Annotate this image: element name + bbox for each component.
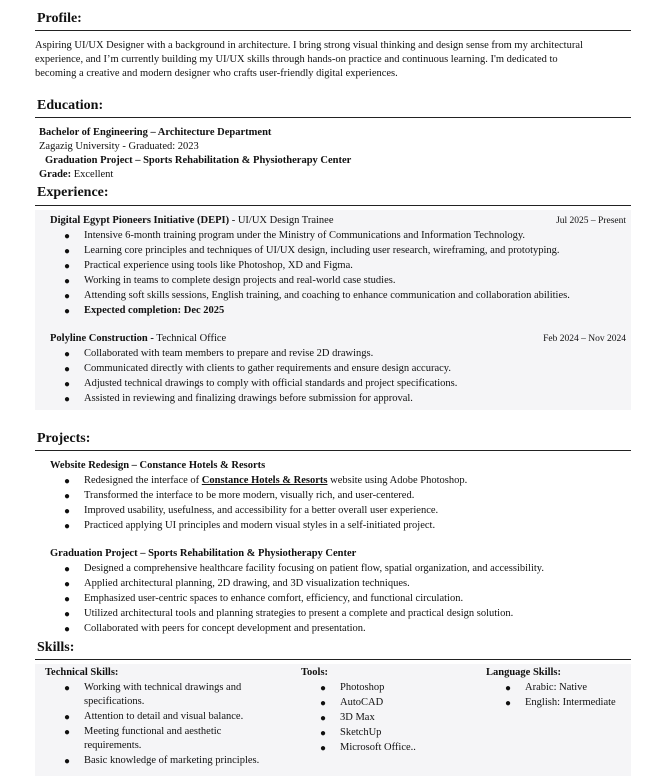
job-2-bullet-4: Assisted in reviewing and finalizing drawings before submission for approval.	[84, 393, 413, 404]
job-1-org: Digital Egypt Pioneers Initiative (DEPI)	[50, 215, 230, 226]
bullet-icon: ●	[64, 476, 71, 487]
bullet-icon: ●	[64, 506, 71, 517]
bullet-icon: ●	[64, 491, 71, 502]
profile-line-2: experience, and I’m currently building my UI/UX skills through hands-on practice and continuous learning. I'm dedicated to	[35, 54, 558, 65]
bullet-icon: ●	[64, 276, 71, 287]
education-grade	[39, 169, 113, 180]
project-2-bullet-1: Designed a comprehensive healthcare facility focusing on patient flow, spatial organization, and accessibility.	[84, 563, 544, 574]
job-1-bullet-6: Expected completion: Dec 2025	[84, 305, 225, 316]
job-1-bullet-4: Working in teams to complete design projects and real-world case studies.	[84, 275, 396, 286]
project-1-bullet-4: Practiced applying UI principles and modern visual styles in a self-initiated project.	[84, 520, 436, 531]
project-1-bullet-1-pre: Redesigned the interface of	[84, 475, 202, 486]
job-1-bullet-2: Learning core principles and techniques of UI/UX design, including user research, wireframing, and prototyping.	[84, 245, 560, 256]
bullet-icon: ●	[320, 683, 327, 694]
education-degree: Bachelor of Engineering – Architecture Department	[39, 127, 272, 138]
bullet-icon: ●	[64, 624, 71, 635]
bullet-icon: ●	[64, 364, 71, 375]
job-2-bullet-3: Adjusted technical drawings to comply with official standards and project specifications.	[84, 378, 458, 389]
project-2-title: Graduation Project – Sports Rehabilitation & Physiotherapy Center	[50, 548, 357, 559]
tool-2: AutoCAD	[340, 697, 384, 708]
job-1-bullet-5: Attending soft skills sessions, English training, and coaching to enhance communication and collaboration abilities.	[84, 290, 570, 301]
bullet-icon: ●	[64, 349, 71, 360]
job-2-bullet-1: Collaborated with team members to prepare and revise 2D drawings.	[84, 348, 374, 359]
bullet-icon: ●	[64, 231, 71, 242]
bullet-icon: ●	[64, 379, 71, 390]
bullet-icon: ●	[64, 394, 71, 405]
bullet-icon: ●	[320, 698, 327, 709]
project-1-bullet-3: Improved usability, usefulness, and accessibility for a better overall user experience.	[84, 505, 439, 516]
skills-heading: Skills:	[37, 640, 75, 655]
bullet-icon: ●	[64, 261, 71, 272]
bullet-icon: ●	[64, 683, 71, 694]
grade-label: Grade:	[39, 169, 72, 180]
education-university: Zagazig University - Graduated: 2023	[39, 141, 199, 152]
bullet-icon: ●	[505, 698, 512, 709]
constance-link[interactable]: Constance Hotels & Resorts	[201, 475, 328, 486]
project-1-title: Website Redesign – Constance Hotels & Resorts	[50, 460, 266, 471]
bullet-icon: ●	[320, 743, 327, 754]
job-1-bullet-3: Practical experience using tools like Photoshop, XD and Figma.	[84, 260, 353, 271]
tech-skill-4: Basic knowledge of marketing principles.	[84, 755, 260, 766]
project-2-bullet-5: Collaborated with peers for concept development and presentation.	[84, 623, 366, 634]
language-2: English: Intermediate	[525, 697, 616, 708]
profile-line-3: becoming a creative and modern designer who crafts user-friendly digital experiences.	[35, 68, 398, 79]
job-2-title	[50, 333, 226, 344]
project-1-bullet-1	[84, 475, 467, 486]
project-1-bullet-2: Transformed the interface to be more modern, visually rich, and user-centered.	[84, 490, 415, 501]
education-heading: Education:	[37, 98, 104, 113]
profile-heading: Profile:	[37, 11, 82, 26]
bullet-icon: ●	[505, 683, 512, 694]
job-2-role: Technical Office	[156, 333, 227, 344]
tool-5: Microsoft Office..	[340, 742, 416, 753]
tool-4: SketchUp	[340, 727, 382, 738]
tech-skill-3-line-1: Meeting functional and aesthetic	[84, 726, 222, 737]
bullet-icon: ●	[320, 713, 327, 724]
job-2-bullet-2: Communicated directly with clients to gather requirements and ensure design accuracy.	[84, 363, 451, 374]
bullet-icon: ●	[64, 306, 71, 317]
bullet-icon: ●	[64, 579, 71, 590]
education-rule	[35, 117, 631, 118]
bullet-icon: ●	[64, 521, 71, 532]
bullet-icon: ●	[64, 712, 71, 723]
project-2-bullet-2: Applied architectural planning, 2D drawing, and 3D visualization techniques.	[84, 578, 410, 589]
job-1-title	[50, 215, 333, 226]
bullet-icon: ●	[64, 291, 71, 302]
job-1-role: - UI/UX Design Trainee	[231, 215, 334, 226]
tool-1: Photoshop	[340, 682, 385, 693]
tech-skill-3-line-2: requirements.	[84, 740, 142, 751]
job-1-bullet-1: Intensive 6-month training program under the Ministry of Communications and Information Technology.	[84, 230, 526, 241]
bullet-icon: ●	[64, 727, 71, 738]
profile-line-1: Aspiring UI/UX Designer with a background in architecture. I bring strong visual thinking and design sense from my architectural	[35, 40, 583, 51]
projects-rule	[35, 450, 631, 451]
tech-skill-1-line-2: specifications.	[84, 696, 145, 707]
bullet-icon: ●	[320, 728, 327, 739]
tool-3: 3D Max	[340, 712, 375, 723]
language-skills-title: Language Skills:	[486, 667, 561, 678]
job-2-org: Polyline Construction -	[50, 333, 154, 344]
skills-rule	[35, 659, 631, 660]
bullet-icon: ●	[64, 609, 71, 620]
tech-skill-2: Attention to detail and visual balance.	[84, 711, 244, 722]
bullet-icon: ●	[64, 564, 71, 575]
experience-heading: Experience:	[37, 185, 109, 200]
bullet-icon: ●	[64, 246, 71, 257]
experience-rule	[35, 205, 631, 206]
job-1-dates: Jul 2025 – Present	[556, 216, 626, 226]
bullet-icon: ●	[64, 594, 71, 605]
project-1-bullet-1-post: website using Adobe Photoshop.	[327, 475, 468, 486]
project-2-bullet-4: Utilized architectural tools and planning strategies to present a complete and practical design solution.	[84, 608, 514, 619]
language-1: Arabic: Native	[525, 682, 588, 693]
tools-title: Tools:	[301, 667, 329, 678]
tech-skill-1-line-1: Working with technical drawings and	[84, 682, 242, 693]
technical-skills-title: Technical Skills:	[45, 667, 119, 678]
project-2-bullet-3: Emphasized user-centric spaces to enhance comfort, efficiency, and functional circulation.	[84, 593, 464, 604]
education-project: Graduation Project – Sports Rehabilitation & Physiotherapy Center	[45, 155, 352, 166]
profile-rule	[35, 30, 631, 31]
bullet-icon: ●	[64, 756, 71, 767]
grade-value: Excellent	[73, 169, 114, 180]
job-2-dates: Feb 2024 – Nov 2024	[543, 334, 626, 344]
projects-heading: Projects:	[37, 431, 91, 446]
